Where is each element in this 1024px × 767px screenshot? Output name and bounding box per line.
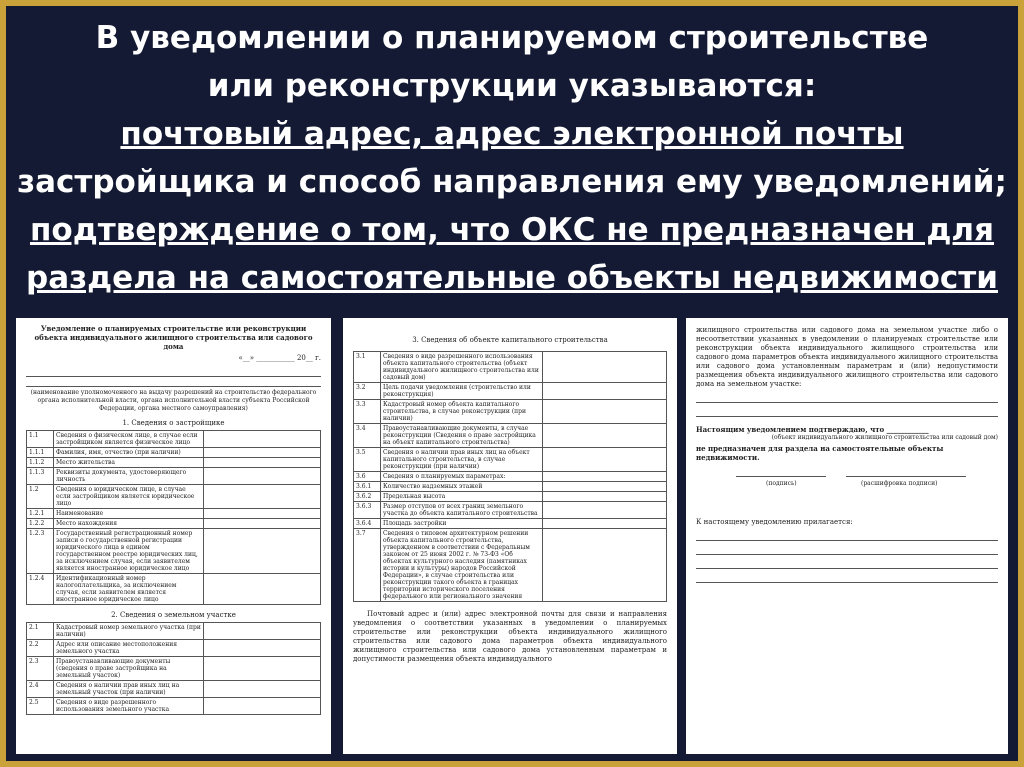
row-value-cell <box>543 519 667 529</box>
row-label: Сведения о виде разрешенного использования объекта капитального строительства (объект индивидуального жилищного строительства или садовый дом) <box>381 352 543 383</box>
row-number: 3.1 <box>354 352 381 383</box>
slide-title <box>6 14 1018 302</box>
row-label: Идентификационный номер налогоплательщика, за исключением случая, если заявителем является иностранное юридическое лицо <box>54 574 204 605</box>
doc1-org-note: (наименование уполномоченного на выдачу разрешений на строительство федерального органа исполнительной власти, органа исполнительной власти субъекта Российской Федерации, органа местного самоуправления) <box>30 389 317 412</box>
row-value-cell <box>204 458 321 468</box>
doc3-signature-block <box>696 476 998 500</box>
row-value-cell <box>204 485 321 509</box>
row-value-cell <box>204 509 321 519</box>
doc2-section-3: 3. Сведения об объекте капитального строительства <box>412 336 608 344</box>
row-label: Правоустанавливающие документы, в случае реконструкции (Сведения о праве застройщика на объект капитального строительства) <box>381 424 543 448</box>
doc3-attach-line-2 <box>696 547 998 555</box>
row-value-cell <box>543 424 667 448</box>
title-line-6: раздела на самостоятельные объекты недвижимости <box>26 260 998 296</box>
title-line-5: подтверждение о том, что ОКС не предназначен для <box>29 212 994 248</box>
row-label: Правоустанавливающие документы (сведения о праве застройщика на земельный участок) <box>54 657 204 681</box>
row-value-cell <box>543 400 667 424</box>
row-label: Место жительства <box>54 458 204 468</box>
table-row <box>354 448 667 472</box>
row-value-cell <box>204 698 321 715</box>
row-number: 2.4 <box>27 681 54 698</box>
row-label: Государственный регистрационный номер записи о государственной регистрации юридического лица в едином государственном реестре юридических лиц, за исключением случая, если заявителем является иностранное юридическое лицо <box>54 529 204 574</box>
doc3-not-intended: не предназначен для раздела на самостоятельные объекты недвижимости. <box>696 444 944 462</box>
table-row <box>354 519 667 529</box>
document-page-1 <box>16 318 331 754</box>
table-row <box>354 529 667 602</box>
table-row <box>27 640 321 657</box>
doc3-sign: (подпись) <box>766 480 797 487</box>
doc2-footer: Почтовый адрес и (или) адрес электронной почты для связи и направления уведомления о соответствии указанных в уведомлении о планируемых строительстве или реконструкции объекта индивидуального жилищного строительства или садового дома параметров объекта индивидуального жилищного строительства или садового дома установленным параметрам и допустимости размещения объекта индивидуального <box>353 610 667 663</box>
table-row <box>27 698 321 715</box>
table-row <box>354 424 667 448</box>
table-row <box>27 509 321 519</box>
row-label: Сведения о физическом лице, в случае если застройщиком является физическое лицо <box>54 431 204 448</box>
row-number: 3.6.4 <box>354 519 381 529</box>
row-label: Реквизиты документа, удостоверяющего личность <box>54 468 204 485</box>
row-number: 3.3 <box>354 400 381 424</box>
doc3-attached: К настоящему уведомлению прилагается: <box>696 518 853 526</box>
title-line-2: или реконструкции указываются: <box>207 68 817 104</box>
doc3-intro: жилищного строительства или садового дома на земельном участке либо о несоответствии указанных в уведомлении о планируемых строительстве или реконструкции объекта индивидуального жилищного строительства или садового дома параметров объекта индивидуального жилищного строительства или садового дома установленным параметрам и (или) недопустимости размещения объекта индивидуального жилищного строительства или садового дома на земельном участке: <box>696 326 998 388</box>
doc3-line-2 <box>696 409 998 417</box>
document-page-2 <box>343 318 677 754</box>
row-number: 3.6.3 <box>354 502 381 519</box>
table-row <box>27 431 321 448</box>
row-number: 1.1.1 <box>27 448 54 458</box>
table-row <box>354 492 667 502</box>
table-row <box>354 400 667 424</box>
table-row <box>27 623 321 640</box>
row-label: Фамилия, имя, отчество (при наличии) <box>54 448 204 458</box>
doc1-section-1: 1. Сведения о застройщике <box>122 419 225 427</box>
doc3-attach-line-3 <box>696 561 998 569</box>
title-line-1: В уведомлении о планируемом строительстве <box>95 20 929 56</box>
row-label: Сведения о виде разрешенного использования земельного участка <box>54 698 204 715</box>
row-number: 1.2.2 <box>27 519 54 529</box>
row-label: Сведения о планируемых параметрах: <box>381 472 543 482</box>
doc1-date: «__» ___________ 20__ г. <box>238 354 321 362</box>
doc3-sign-line <box>736 476 826 477</box>
doc1-table-1 <box>26 430 321 605</box>
table-row <box>354 502 667 519</box>
table-row <box>27 448 321 458</box>
row-value-cell <box>204 623 321 640</box>
row-number: 3.5 <box>354 448 381 472</box>
doc1-section-2: 2. Сведения о земельном участке <box>111 611 236 619</box>
row-label: Площадь застройки <box>381 519 543 529</box>
row-number: 1.1.2 <box>27 458 54 468</box>
row-number: 3.7 <box>354 529 381 602</box>
row-value-cell <box>204 431 321 448</box>
row-number: 3.6.1 <box>354 482 381 492</box>
doc1-table-2 <box>26 622 321 715</box>
row-number: 1.1.3 <box>27 468 54 485</box>
row-label: Предельная высота <box>381 492 543 502</box>
table-row <box>27 519 321 529</box>
title-line-3: почтовый адрес, адрес электронной почты <box>120 116 904 152</box>
row-label: Сведения о наличии прав иных лиц на объект капитального строительства, в случае реконструкции (при наличии) <box>381 448 543 472</box>
table-row <box>27 485 321 509</box>
row-value-cell <box>204 640 321 657</box>
row-number: 1.2.3 <box>27 529 54 574</box>
row-label: Сведения о наличии прав иных лиц на земельный участок (при наличии) <box>54 681 204 698</box>
table-row <box>27 468 321 485</box>
table-row <box>354 352 667 383</box>
row-label: Наименование <box>54 509 204 519</box>
doc1-org-line-2 <box>26 379 321 387</box>
row-value-cell <box>543 502 667 519</box>
table-row <box>27 574 321 605</box>
doc3-sign-decode-line <box>846 476 966 477</box>
table-row <box>354 383 667 400</box>
row-value-cell <box>543 482 667 492</box>
table-row <box>27 657 321 681</box>
slide <box>6 6 1018 761</box>
row-label: Адрес или описание местоположения земельного участка <box>54 640 204 657</box>
row-number: 3.4 <box>354 424 381 448</box>
doc3-attach-line-1 <box>696 533 998 541</box>
row-value-cell <box>543 448 667 472</box>
row-number: 2.2 <box>27 640 54 657</box>
row-value-cell <box>543 529 667 602</box>
row-label: Сведения о типовом архитектурном решении объекта капитального строительства, утвержденном в соответствии с Федеральным законом от 25 июня 2002 г. № 73-ФЗ «Об объектах культурного наследия (памятниках истории и культуры) народов Российской Федерации», в случае строительства или реконструкции такого объекта в границах территории исторического поселения федерального или регионального значения <box>381 529 543 602</box>
row-number: 1.2 <box>27 485 54 509</box>
row-label: Размер отступов от всех границ земельного участка до объекта капитального строительства <box>381 502 543 519</box>
doc2-table-3 <box>353 351 667 602</box>
table-row <box>27 458 321 468</box>
row-number: 3.6 <box>354 472 381 482</box>
table-row <box>27 529 321 574</box>
table-row <box>354 472 667 482</box>
row-number: 3.2 <box>354 383 381 400</box>
doc3-line-1 <box>696 395 998 403</box>
row-value-cell <box>204 529 321 574</box>
row-label: Место нахождения <box>54 519 204 529</box>
document-page-3 <box>686 318 1008 754</box>
row-number: 1.2.4 <box>27 574 54 605</box>
row-number: 2.1 <box>27 623 54 640</box>
title-line-4: застройщика и способ направления ему уведомлений; <box>17 164 1007 200</box>
row-number: 2.3 <box>27 657 54 681</box>
document-scans <box>16 318 1008 754</box>
table-row <box>27 681 321 698</box>
row-value-cell <box>204 519 321 529</box>
row-label: Сведения о юридическом лице, в случае если застройщиком является юридическое лицо <box>54 485 204 509</box>
table-row <box>354 482 667 492</box>
row-number: 3.6.2 <box>354 492 381 502</box>
row-value-cell <box>204 681 321 698</box>
doc3-sign-decode: (расшифровка подписи) <box>861 480 938 487</box>
row-number: 1.1 <box>27 431 54 448</box>
row-value-cell <box>204 468 321 485</box>
doc3-attach-line-4 <box>696 575 998 583</box>
row-value-cell <box>543 492 667 502</box>
doc3-confirm-note: (объект индивидуального жилищного строительства или садовый дом) <box>771 434 998 441</box>
row-number: 1.2.1 <box>27 509 54 519</box>
row-number: 2.5 <box>27 698 54 715</box>
row-value-cell <box>543 383 667 400</box>
row-value-cell <box>543 352 667 383</box>
doc1-org-line <box>26 369 321 377</box>
row-value-cell <box>204 574 321 605</box>
row-label: Кадастровый номер объекта капитального строительства, в случае реконструкции (при наличии) <box>381 400 543 424</box>
row-value-cell <box>543 472 667 482</box>
row-label: Количество надземных этажей <box>381 482 543 492</box>
doc3-confirm: Настоящим уведомлением подтверждаю, что ____________ <box>696 425 929 434</box>
row-value-cell <box>204 448 321 458</box>
doc1-heading: Уведомление о планируемых строительстве или реконструкции объекта индивидуального жилищного строительства или садового дома <box>34 324 313 351</box>
row-value-cell <box>204 657 321 681</box>
row-label: Кадастровый номер земельного участка (при наличии) <box>54 623 204 640</box>
row-label: Цель подачи уведомления (строительство или реконструкция) <box>381 383 543 400</box>
